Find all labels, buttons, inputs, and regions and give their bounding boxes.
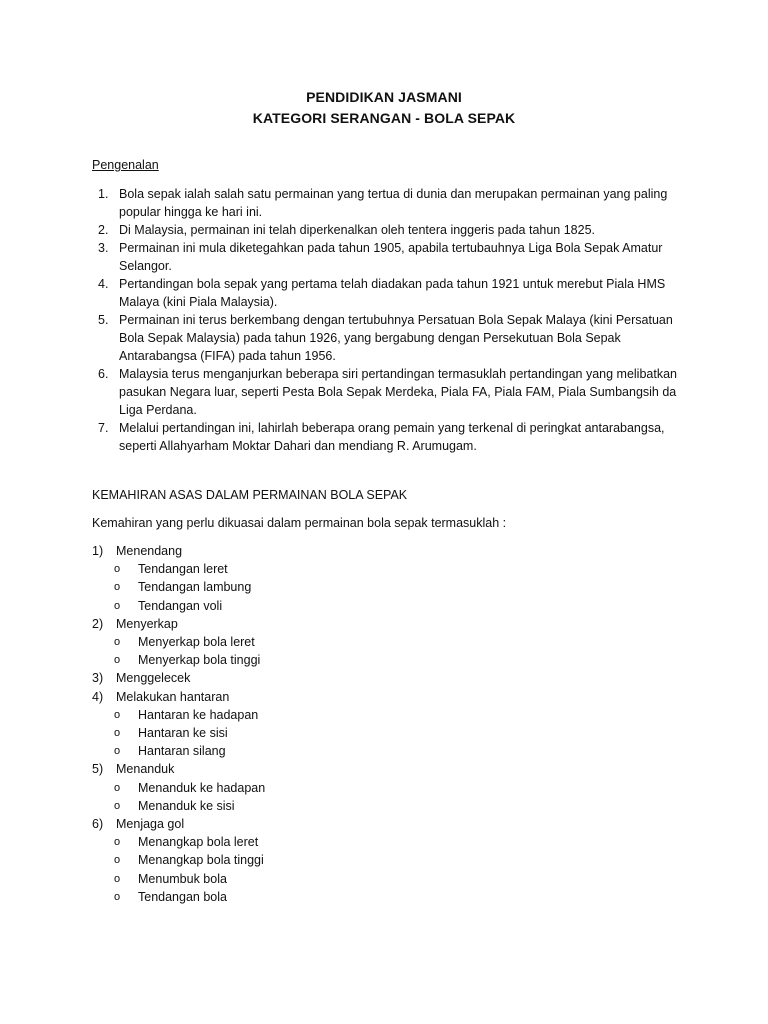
skill-subitem: [92, 724, 692, 742]
intro-item-text: Melalui pertandingan ini, lahirlah beberapa orang pemain yang terkenal di peringkat antarabangsa, seperti Allahyarham Moktar Dahari dan mendiang R. Arumugam.: [119, 421, 665, 453]
circle-bullet-icon: o: [114, 708, 121, 721]
skill-subitem: [92, 597, 692, 615]
skill-subitem: [92, 888, 692, 906]
skill-subitem-text: Menanduk ke sisi: [138, 798, 235, 813]
skill-label: Menggelecek: [116, 671, 191, 686]
circle-bullet-icon: o: [114, 599, 121, 612]
skill-item: [92, 669, 692, 687]
intro-item-text: Pertandingan bola sepak yang pertama telah diadakan pada tahun 1921 untuk merebut Piala HMS Malaya (kini Piala Malaysia).: [119, 277, 666, 309]
skill-item: [92, 760, 692, 815]
intro-item-text: Bola sepak ialah salah satu permainan yang tertua di dunia dan merupakan permainan yang paling popular hingga ke hari ini.: [119, 187, 668, 219]
circle-bullet-icon: o: [114, 872, 121, 885]
circle-bullet-icon: o: [114, 799, 121, 812]
intro-item-number: 3.: [98, 241, 109, 255]
skill-number: 3): [92, 671, 104, 686]
circle-bullet-icon: o: [114, 836, 121, 849]
skill-label: Menjaga gol: [116, 817, 185, 832]
intro-item: [92, 275, 692, 311]
skill-subitem-text: Tendangan bola: [138, 889, 227, 904]
skills-list: [92, 542, 692, 906]
skill-subitem-text: Menangkap bola leret: [138, 835, 259, 850]
skill-sublist: [92, 633, 692, 669]
intro-item: [92, 185, 692, 221]
skill-item: [92, 542, 692, 615]
skill-number: 4): [92, 689, 104, 704]
skill-label: Menanduk: [116, 762, 175, 777]
skill-subitem-text: Hantaran silang: [138, 744, 226, 759]
skill-number: 6): [92, 817, 104, 832]
circle-bullet-icon: o: [114, 727, 121, 740]
intro-item-number: 5.: [98, 313, 109, 327]
skill-item: [92, 688, 692, 761]
skill-label: Menendang: [116, 544, 183, 558]
skill-subitem-text: Menangkap bola tinggi: [138, 853, 264, 868]
skill-subitem-text: Tendangan lambung: [138, 580, 252, 595]
skill-item: [92, 615, 692, 670]
intro-heading: Pengenalan: [92, 158, 159, 172]
skill-subitem: [92, 633, 692, 651]
intro-item-number: 2.: [98, 223, 109, 237]
document-subtitle: KATEGORI SERANGAN - BOLA SEPAK: [252, 110, 516, 126]
skill-subitem-text: Hantaran ke sisi: [138, 726, 228, 741]
circle-bullet-icon: o: [114, 636, 121, 649]
intro-item: [92, 221, 692, 239]
skill-subitem: [92, 742, 692, 760]
skill-item: [92, 815, 692, 906]
skill-subitem: [92, 651, 692, 669]
skill-subitem: [92, 706, 692, 724]
skill-sublist: [92, 560, 692, 615]
document-title: PENDIDIKAN JASMANI: [306, 89, 462, 105]
intro-item: [92, 419, 692, 455]
skill-number: 2): [92, 616, 104, 631]
circle-bullet-icon: o: [114, 654, 121, 667]
circle-bullet-icon: o: [114, 563, 121, 576]
skill-subitem: [92, 833, 692, 851]
skill-subitem-text: Menyerkap bola tinggi: [138, 653, 261, 668]
circle-bullet-icon: o: [114, 581, 121, 594]
skills-intro: Kemahiran yang perlu dikuasai dalam permainan bola sepak termasuklah :: [92, 516, 507, 530]
skills-heading: KEMAHIRAN ASAS DALAM PERMAINAN BOLA SEPAK: [92, 488, 408, 502]
circle-bullet-icon: o: [114, 745, 121, 758]
intro-item-text: Permainan ini terus berkembang dengan tertubuhnya Persatuan Bola Sepak Malaya (kini Persatuan Bola Sepak Malaysia) pada tahun 1926, yang bergabung dengan Persekutuan Bola Sepak Antarabangsa (FIFA) pada tahun 1956.: [119, 313, 673, 363]
circle-bullet-icon: o: [114, 781, 121, 794]
skill-subitem: [92, 578, 692, 596]
intro-item-text: Di Malaysia, permainan ini telah diperkenalkan oleh tentera inggeris pada tahun 1825.: [119, 223, 596, 237]
intro-item: [92, 239, 692, 275]
intro-list: [92, 185, 692, 455]
intro-item-number: 4.: [98, 277, 109, 291]
intro-item: [92, 365, 692, 419]
intro-item-text: Malaysia terus menganjurkan beberapa siri pertandingan termasuklah pertandingan yang melibatkan pasukan Negara luar, seperti Pesta Bola Sepak Merdeka, Piala FA, Piala FAM, Piala Sumbangsih da Liga Perdana.: [119, 367, 677, 417]
intro-item-text: Permainan ini mula diketegahkan pada tahun 1905, apabila tertubauhnya Liga Bola Sepak Amatur Selangor.: [119, 241, 663, 273]
skill-sublist: [92, 706, 692, 761]
skill-subitem-text: Tendangan voli: [138, 598, 223, 613]
skill-number: 1): [92, 544, 104, 558]
skill-sublist: [92, 779, 692, 815]
skill-subitem-text: Hantaran ke hadapan: [138, 707, 259, 722]
skill-subitem-text: Tendangan leret: [138, 562, 228, 577]
circle-bullet-icon: o: [114, 854, 121, 867]
skill-label: Menyerkap: [116, 616, 178, 631]
skill-subitem: [92, 851, 692, 869]
circle-bullet-icon: o: [114, 890, 121, 903]
skill-subitem: [92, 560, 692, 578]
skill-label: Melakukan hantaran: [116, 689, 230, 704]
skill-number: 5): [92, 762, 104, 777]
skill-subitem: [92, 870, 692, 888]
skill-subitem: [92, 779, 692, 797]
skill-subitem: [92, 797, 692, 815]
intro-item-number: 6.: [98, 367, 109, 381]
skill-subitem-text: Menyerkap bola leret: [138, 635, 255, 650]
skill-subitem-text: Menanduk ke hadapan: [138, 780, 266, 795]
skill-sublist: [92, 833, 692, 906]
intro-item: [92, 311, 692, 365]
skill-subitem-text: Menumbuk bola: [138, 871, 227, 886]
intro-item-number: 1.: [98, 187, 109, 201]
intro-item-number: 7.: [98, 421, 109, 435]
